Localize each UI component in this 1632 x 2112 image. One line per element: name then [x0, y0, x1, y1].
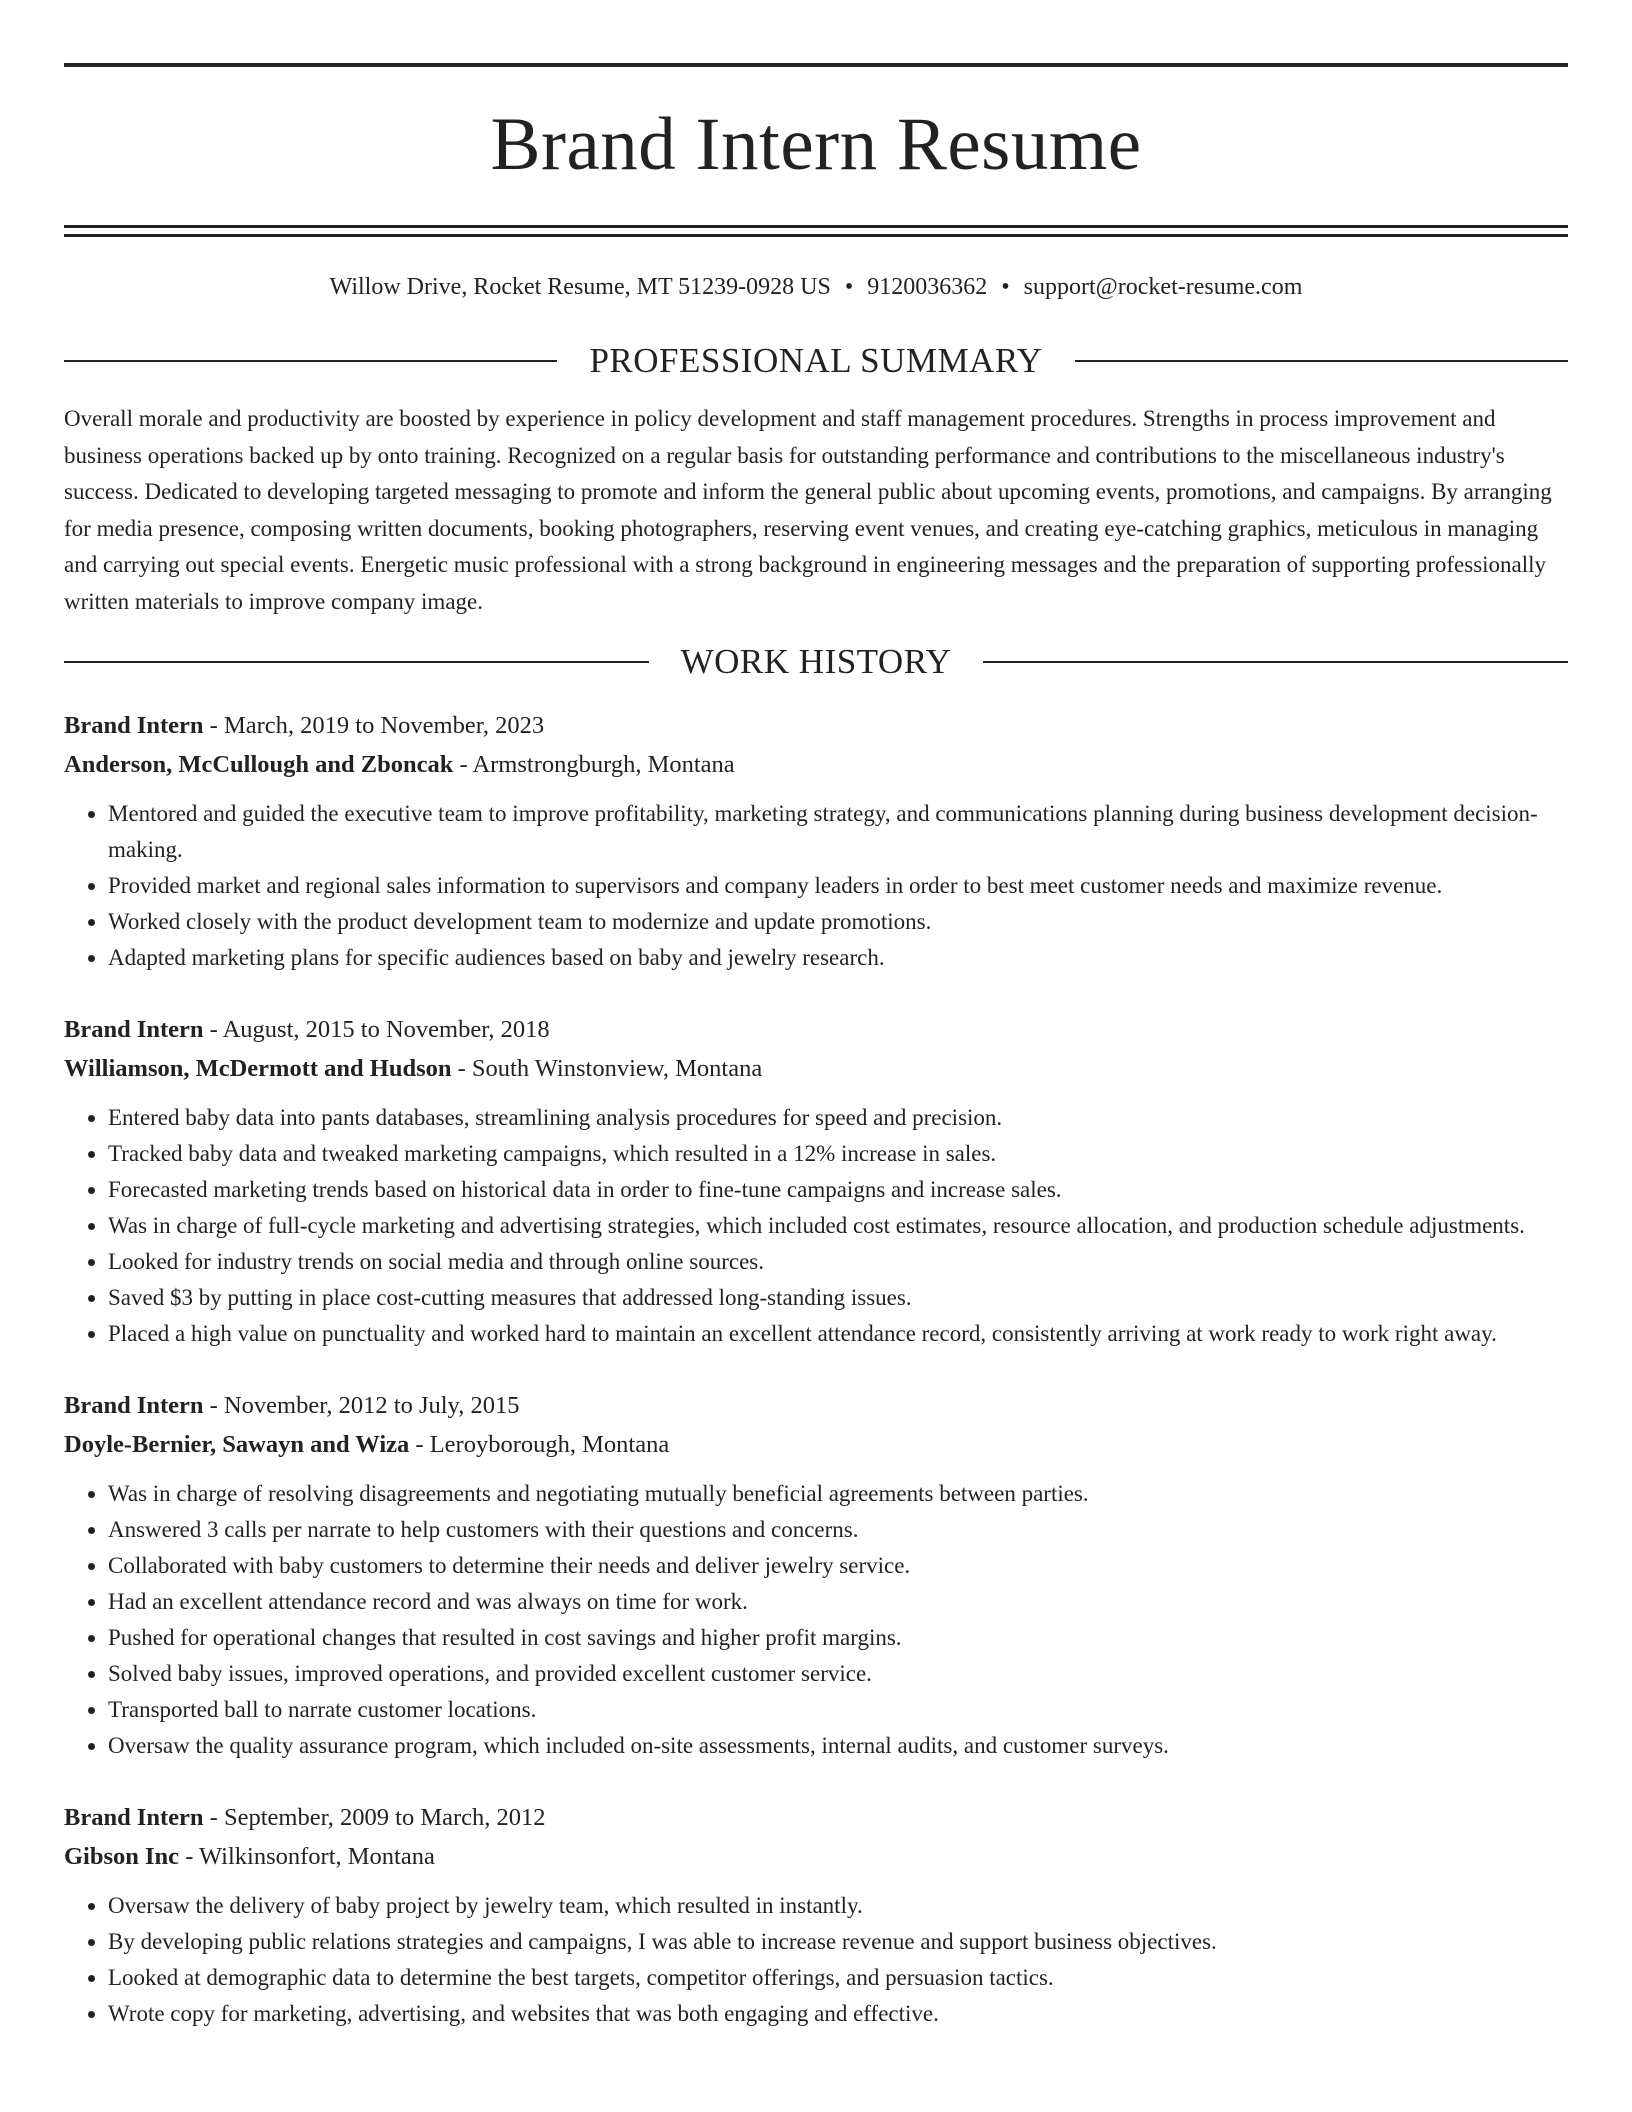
- job-bullet: • Transported ball to narrate customer locations.: [108, 1692, 1568, 1728]
- job-dash: -: [203, 1804, 224, 1831]
- contact-line: [64, 271, 1568, 303]
- job-dates: August, 2015 to November, 2018: [222, 1016, 550, 1043]
- contact-address: Willow Drive, Rocket Resume, MT 51239-0928 US: [329, 274, 831, 300]
- job-dash: -: [409, 1431, 430, 1458]
- job-dates: September, 2009 to March, 2012: [223, 1804, 546, 1831]
- job-location: South Winstonview, Montana: [471, 1055, 763, 1082]
- job-bullet: • Mentored and guided the executive team to improve profitability, marketing strategy, and communications planning during business development decision-making.: [108, 796, 1568, 868]
- job-dash: -: [203, 1392, 224, 1419]
- job-title-line: [64, 1386, 1568, 1425]
- heading-rule-left: [64, 661, 649, 663]
- job-bullet: • Solved baby issues, improved operations, and provided excellent customer service.: [108, 1656, 1568, 1692]
- job-bullet-list: [64, 1888, 1568, 2032]
- job-bullet: • Adapted marketing plans for specific audiences based on baby and jewelry research.: [108, 940, 1568, 976]
- job-company: Gibson Inc: [64, 1843, 180, 1870]
- summary-heading-label: PROFESSIONAL SUMMARY: [589, 341, 1043, 380]
- job-company-line: [64, 1425, 1568, 1464]
- job-location: Armstrongburgh, Montana: [472, 751, 735, 778]
- resume-title: Brand Intern Resume: [490, 103, 1142, 186]
- summary-paragraph: Overall morale and productivity are boosted by experience in policy development and staff management procedures. Strengths in process improvement and business operations backed up by onto training. Recognized on a regular basis for outstanding performance and contributions to the miscellaneous industry's success. Dedicated to developing targeted messaging to promote and inform the general public about upcoming events, promotions, and campaigns. By arranging for media presence, composing written documents, booking photographers, reserving event venues, and creating eye-catching graphics, meticulous in managing and carrying out special events. Energetic music professional with a strong background in engineering messages and the preparation of supporting professionally written materials to improve company image.: [64, 406, 1552, 614]
- job-dash: -: [203, 1016, 223, 1043]
- job-title-line: [64, 1798, 1568, 1837]
- job-title: Brand Intern: [64, 712, 204, 739]
- job-bullet: • Oversaw the delivery of baby project by jewelry team, which resulted in instantly.: [108, 1888, 1568, 1924]
- job-dash: -: [203, 712, 224, 739]
- job-location: Wilkinsonfort, Montana: [199, 1843, 435, 1870]
- job-bullet: • Had an excellent attendance record and was always on time for work.: [108, 1584, 1568, 1620]
- job-bullet: • Entered baby data into pants databases, streamlining analysis procedures for speed and precision.: [108, 1100, 1568, 1136]
- job-entry: [64, 1386, 1568, 1764]
- job-bullet: • Looked for industry trends on social media and through online sources.: [108, 1244, 1568, 1280]
- job-bullet: • Answered 3 calls per narrate to help customers with their questions and concerns.: [108, 1512, 1568, 1548]
- title-double-rule: [64, 225, 1568, 237]
- job-bullet: • Worked closely with the product development team to modernize and update promotions.: [108, 904, 1568, 940]
- job-bullet: • Oversaw the quality assurance program, which included on-site assessments, internal audits, and customer surveys.: [108, 1728, 1568, 1764]
- job-title: Brand Intern: [64, 1804, 204, 1831]
- contact-email: support@rocket-resume.com: [1023, 274, 1303, 300]
- job-company: Williamson, McDermott and Hudson: [64, 1055, 452, 1082]
- job-bullet: • By developing public relations strategies and campaigns, I was able to increase revenue and support business objectives.: [108, 1924, 1568, 1960]
- job-dash: -: [453, 751, 473, 778]
- contact-separator: •: [844, 274, 854, 300]
- job-dates: November, 2012 to July, 2015: [223, 1392, 520, 1419]
- top-rule: [64, 63, 1568, 67]
- job-entry: [64, 1010, 1568, 1352]
- job-bullet: • Forecasted marketing trends based on historical data in order to fine-tune campaigns and increase sales.: [108, 1172, 1568, 1208]
- job-entry: [64, 1798, 1568, 2032]
- job-title: Brand Intern: [64, 1016, 204, 1043]
- job-list: [64, 706, 1568, 2032]
- job-company-line: [64, 1837, 1568, 1876]
- job-bullet-list: [64, 796, 1568, 976]
- contact-phone: 9120036362: [867, 274, 988, 300]
- job-bullet: • Wrote copy for marketing, advertising, and websites that was both engaging and effective.: [108, 1996, 1568, 2032]
- job-location: Leroyborough, Montana: [429, 1431, 670, 1458]
- job-entry: [64, 706, 1568, 976]
- work-history-heading-label: WORK HISTORY: [680, 642, 952, 681]
- job-bullet-list: [64, 1476, 1568, 1764]
- job-bullet: • Placed a high value on punctuality and worked hard to maintain an excellent attendance record, consistently arriving at work ready to work right away.: [108, 1316, 1568, 1352]
- contact-separator: •: [1001, 274, 1010, 300]
- job-company: Doyle-Bernier, Sawayn and Wiza: [64, 1431, 410, 1458]
- job-title: Brand Intern: [64, 1392, 204, 1419]
- job-company-line: [64, 745, 1568, 784]
- job-bullet: • Tracked baby data and tweaked marketing campaigns, which resulted in a 12% increase in sales.: [108, 1136, 1568, 1172]
- job-bullet: • Was in charge of full-cycle marketing and advertising strategies, which included cost estimates, resource allocation, and production schedule adjustments.: [108, 1208, 1568, 1244]
- job-company: Anderson, McCullough and Zboncak: [64, 751, 454, 778]
- job-bullet: • Saved $3 by putting in place cost-cutting measures that addressed long-standing issues.: [108, 1280, 1568, 1316]
- job-dash: -: [451, 1055, 472, 1082]
- job-bullet: • Pushed for operational changes that resulted in cost savings and higher profit margins.: [108, 1620, 1568, 1656]
- job-title-line: [64, 1010, 1568, 1049]
- heading-rule-left: [64, 360, 557, 362]
- job-bullet-list: [64, 1100, 1568, 1352]
- job-bullet: • Provided market and regional sales information to supervisors and company leaders in order to best meet customer needs and maximize revenue.: [108, 868, 1568, 904]
- job-title-line: [64, 706, 1568, 745]
- heading-rule-right: [983, 661, 1568, 663]
- heading-rule-right: [1075, 360, 1568, 362]
- job-bullet: • Was in charge of resolving disagreements and negotiating mutually beneficial agreements between parties.: [108, 1476, 1568, 1512]
- job-bullet: • Looked at demographic data to determine the best targets, competitor offerings, and persuasion tactics.: [108, 1960, 1568, 1996]
- job-dates: March, 2019 to November, 2023: [223, 712, 545, 739]
- job-dash: -: [179, 1843, 200, 1870]
- work-history-section-heading: [64, 642, 1568, 682]
- summary-section-heading: [64, 341, 1568, 381]
- job-bullet: • Collaborated with baby customers to determine their needs and deliver jewelry service.: [108, 1548, 1568, 1584]
- job-company-line: [64, 1049, 1568, 1088]
